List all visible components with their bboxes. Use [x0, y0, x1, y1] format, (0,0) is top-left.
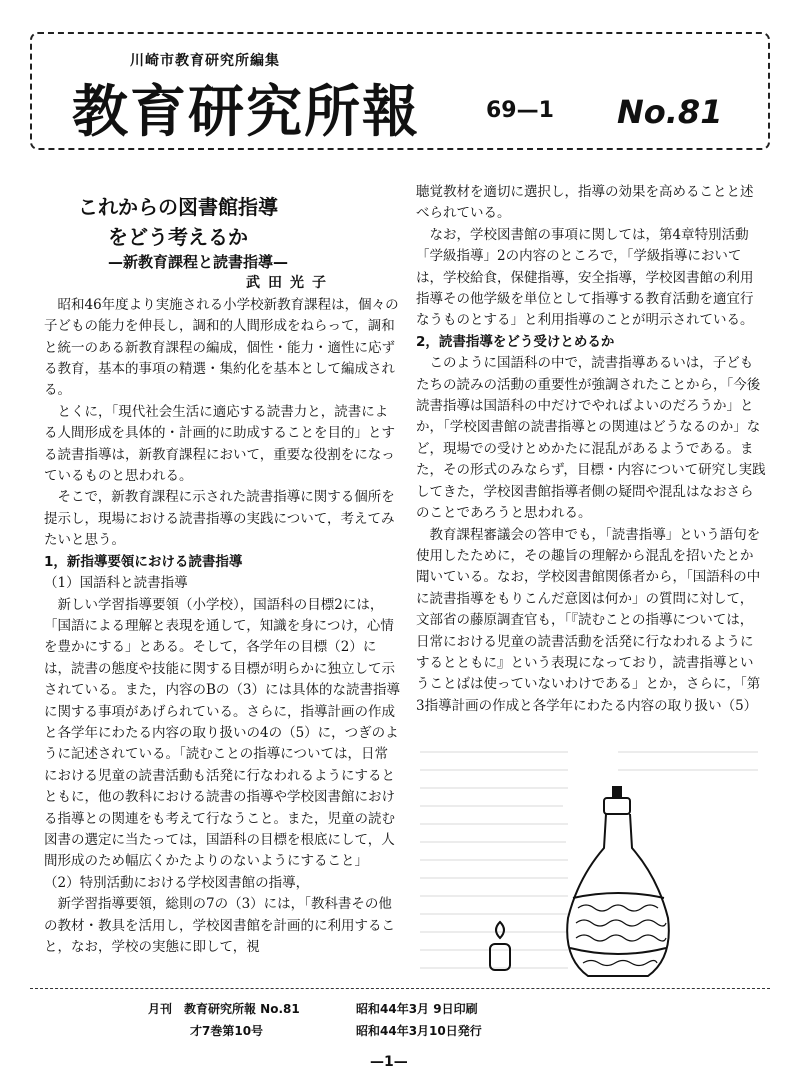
subsection-heading: （1）国語科と読書指導 — [44, 575, 188, 592]
editor-line: 川崎市教育研究所編集 — [130, 53, 280, 69]
left-column — [44, 192, 400, 958]
publication-name: 月刊 教育研究所報 No.81 — [148, 1002, 300, 1016]
paragraph: 新しい学習指導要領（小学校），国語科の目標2には，「国語による理解と表現を通して，知識を身につけ，心情を豊かにする」とある。そして，各学年の目標（2）には，読書の態度や技能に関する目標が明らかに独立して示されている。また，内容のBの（3）には具体的な読書指導に関する事項があげられている。さらに，指導計画の作成と各学年にわたる内容の取り扱いの4の（5）に，つぎのように記述されている。「読むことの指導については，日常における児童の読書活動も活発に行なわれるようにするとともに，他の教科における読書の指導や学校図書館における指導との関連をも考えて行なうこと。また，児童の読む図書の選定に当たっては，国語科の目標を根底にして，人間形成のため幅広くかたよりのないようにすること」 — [44, 596, 401, 870]
newsletter-title: 教育研究所報 — [72, 79, 420, 145]
article-author: 武田光子 — [246, 275, 334, 292]
article-title-line2: をどう考えるか — [108, 225, 248, 249]
paragraph: そこで，新教育課程に示された読書指導に関する個所を提示し，現場における読書指導の実践について，考えてみたいと思う。 — [44, 489, 395, 549]
paragraph: 教育課程審議会の答申でも，「読書指導」という語句を使用したために，その趣旨の理解から混乱を招いたとか聞いている。なお，学校図書館関係者から，「国語科の中に読書指導をもりこんだ意図は何か」の質問に対して，文部省の藤原調査官も，「『読むことの指導については，日常における児童の読書活動を活発に行なわれるようにするとともに』という表現になっており，読書指導ということばは使っていないわけである」とか，さらに，「第3指導計画の作成と各学年にわたる内容の取り扱い（5） — [416, 526, 761, 714]
section-heading: 2，読書指導をどう受けとめるか — [416, 333, 615, 350]
article-title-line1: これからの図書館指導 — [78, 195, 278, 219]
paragraph: なお，学校図書館の事項に関しては，第4章特別活動「学級指導」2の内容のところで，「学級指導においては，学校給食，保健指導，安全指導，学校図書館の利用指導その他学級を単位として指導する教育活動を適宜行なうものとする」と利用指導のことが明示されている。 — [416, 226, 754, 329]
paragraph: 昭和46年度より実施される小学校新教育課程は，個々の子どもの能力を伸長し，調和的人間形成をねらって，調和と統一のある新教育課程の編成，個性・能力・適性に応ずる教育，基本的事項の精選・集約化を基本として編成される。 — [44, 296, 399, 399]
issue-number: No.81 — [617, 93, 723, 131]
paragraph: 新学習指導要領，総則の7の（3）には，「教科書その他の教材・教具を活用し，学校図書館を計画的に利用すること，なお，学校の実態に即して，視 — [44, 896, 395, 955]
publish-date: 昭和44年3月10日発行 — [356, 1024, 482, 1038]
article-subtitle: —新教育課程と読書指導— — [108, 253, 289, 271]
volume-number: 才7巻第10号 — [190, 1024, 264, 1038]
subsection-heading: （2）特別活動における学校図書館の指導， — [44, 874, 310, 891]
right-column — [416, 182, 766, 717]
issue-code: 69—1 — [486, 98, 554, 123]
paragraph: とくに，「現代社会生活に適応する読書力と，読書による人間形成を具体的・計画的に助成することを目的」とする読書指導は，新教育課程において，重要な役割をになっているものと思われる。 — [44, 403, 395, 485]
print-date: 昭和44年3月 9日印刷 — [356, 1002, 478, 1016]
paragraph: このように国語科の中で，読書指導あるいは，子どもたちの読みの活動の重要性が強調されたことから，「今後読書指導は国語科の中だけでやればよいのだろうか」とか，「学校図書館の読書指導との関連はどうなるのか」など，現場での受けとめかたに混乱があるようである。また，その形式のみならず，目標・内容について研究し実践してきた，学校図書館指導者側の疑問や混乱はなおさらのことであろうと思われる。 — [416, 355, 766, 522]
paragraph: 聴覚教材を適切に選択し，指導の効果を高めることと述べられている。 — [416, 184, 754, 222]
bottle-illustration — [418, 748, 768, 984]
section-heading: 1，新指導要領における読書指導 — [44, 553, 243, 570]
page-number: —1— — [370, 1054, 408, 1070]
footer-divider — [30, 988, 770, 989]
